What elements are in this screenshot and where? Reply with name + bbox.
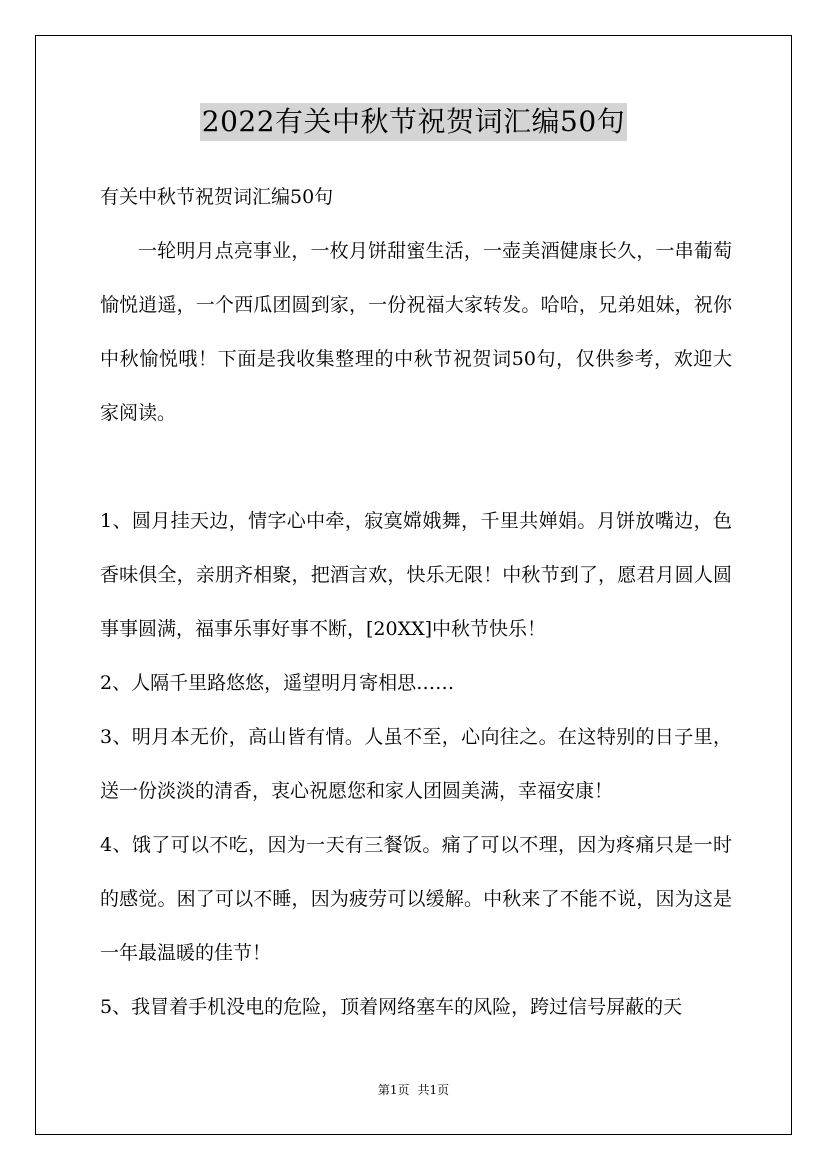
list-item: 4、饿了可以不吃，因为一天有三餐饭。痛了可以不理，因为疼痛只是一时的感觉。困了可以不睡，因为疲劳可以缓解。中秋来了不能不说，因为这是一年最温暖的佳节！ xyxy=(100,834,732,964)
document-title: 2022有关中秋节祝贺词汇编50句 xyxy=(200,103,627,141)
list-item: 1、圆月挂天边，情字心中牵，寂寞嫦娥舞，千里共婵娟。月饼放嘴边，色香味俱全，亲朋齐相聚，把酒言欢，快乐无限！中秋节到了，愿君月圆人圆事事圆满，福事乐事好事不断，[20XX]中秋节快乐！ xyxy=(100,510,732,640)
page-total: 共1页 xyxy=(417,1083,450,1097)
list-item: 5、我冒着手机没电的危险，顶着网络塞车的风险，跨过信号屏蔽的天 xyxy=(100,996,683,1018)
title-container xyxy=(0,103,827,141)
page-footer xyxy=(0,1081,827,1099)
list-item: 3、明月本无价，高山皆有情。人虽不至，心向往之。在这特别的日子里，送一份淡淡的清香，衷心祝愿您和家人团圆美满，幸福安康！ xyxy=(100,726,732,802)
document-subtitle: 有关中秋节祝贺词汇编50句 xyxy=(100,186,334,208)
page-number: 第1页 xyxy=(377,1083,410,1097)
list-item: 2、人隔千里路悠悠，遥望明月寄相思…… xyxy=(100,672,455,694)
paragraph-spacer xyxy=(100,440,732,494)
intro-paragraph: 一轮明月点亮事业，一枚月饼甜蜜生活，一壶美酒健康长久，一串葡萄愉悦逍遥，一个西瓜团圆到家，一份祝福大家转发。哈哈，兄弟姐妹，祝你中秋愉悦哦！下面是我收集整理的中秋节祝贺词50句，仅供参考，欢迎大家阅读。 xyxy=(100,240,732,424)
document-body xyxy=(100,170,732,1034)
